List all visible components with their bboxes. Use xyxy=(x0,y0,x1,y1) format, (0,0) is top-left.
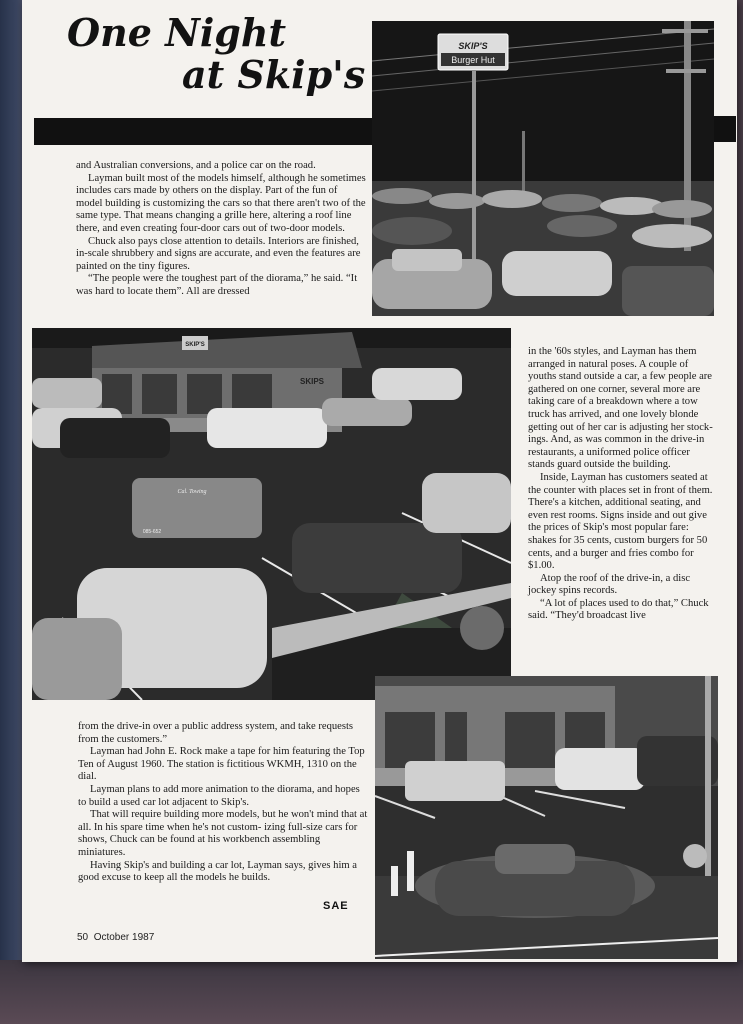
wall-sign-text: SKIPS xyxy=(299,377,325,386)
col1-paragraph: Layman built most of the models himself, although he sometimes includes cars made by others on the display. Part of the fun of model building is customizing the cars so that there aren't two of the same type. That means changing a grille here, altering a roof line there, and even creating four-door cars out of two-door models. xyxy=(76,172,366,234)
photo-drive-in-cars xyxy=(375,676,718,959)
table-surface xyxy=(0,960,743,1024)
col2-paragraph: in the '60s styles, and Layman has them arranged in natural poses. A couple of youths stand outside a car, a few people are gathered on one corner, several more are taking care of a breakdown where a tow truck has arrived, and one lovely blonde getting out of her car is adjusting her stock- ings. And, as was common in the drive-in restaurants, a uniformed police officer stands guard outside the building. xyxy=(528,346,713,471)
title-line-2: at Skip's xyxy=(182,52,366,97)
magazine-page xyxy=(22,0,737,962)
issue-date: October 1987 xyxy=(93,932,155,943)
edge-tab xyxy=(714,116,736,142)
col2-paragraph: Inside, Layman has customers seated at the counter with places set in front of them. There's a kitchen, additional seating, and even rest rooms. Signs inside and out give the prices of Skip's most popular fare: shakes for 35 cents, custom burgers for 50 cents, and a burger and fries combo for $1.00. xyxy=(528,471,713,572)
truck-door-text: Cal. Towing xyxy=(177,489,207,495)
col1-paragraph: “The people were the toughest part of the diorama,” he said. “It was hard to locate them”. All are dressed xyxy=(76,273,358,297)
text-column-1 xyxy=(76,160,366,299)
col1-paragraph: and Australian conversions, and a police car on the road. xyxy=(76,160,316,171)
col3-paragraph: from the drive-in over a public address system, and take requests from the customers.” xyxy=(78,721,354,745)
col3-paragraph: Layman had John E. Rock make a tape for him featuring the Top Ten of August 1960. The station is fictitious WKMH, 1310 on the dial. xyxy=(78,746,365,783)
title-rule-bar xyxy=(34,118,374,145)
end-mark: SAE xyxy=(323,900,349,912)
photo-night-drive-in xyxy=(372,21,714,316)
article-title xyxy=(67,12,377,96)
col2-paragraph: “A lot of places used to do that,” Chuck said. “They'd broadcast live xyxy=(528,597,709,622)
roof-sign-text: SKIP'S xyxy=(185,342,205,348)
col3-paragraph: That will require building more models, but he won't mind that at all. In his spare time when he's not custom- izing full-size cars for shows, Chuck can be found at his workbench assembling miniatures. xyxy=(78,809,368,858)
text-column-2 xyxy=(528,346,714,623)
text-column-3 xyxy=(78,721,368,885)
sign-top-text: SKIP'S xyxy=(458,41,488,51)
truck-plate-text: 085-652 xyxy=(142,529,162,535)
page-number: 50 xyxy=(77,932,89,943)
col3-paragraph: Layman plans to add more animation to the diorama, and hopes to build a used car lot adjacent to Skip's. xyxy=(78,783,360,808)
sign-bottom-text: Burger Hut xyxy=(451,55,495,65)
page-footer xyxy=(77,932,154,943)
col3-paragraph: Having Skip's and building a car lot, Layman says, gives him a good excuse to keep all the models he builds. xyxy=(78,859,358,884)
photo-drive-in-tow-truck xyxy=(32,328,511,700)
title-line-1: One Night xyxy=(67,10,287,55)
col2-paragraph: Atop the roof of the drive-in, a disc jockey spins records. xyxy=(528,572,691,597)
col1-paragraph: Chuck also pays close attention to details. Interiors are finished, in-scale shrubbery and signs are accurate, and even the features are painted on the tiny figures. xyxy=(76,235,361,272)
